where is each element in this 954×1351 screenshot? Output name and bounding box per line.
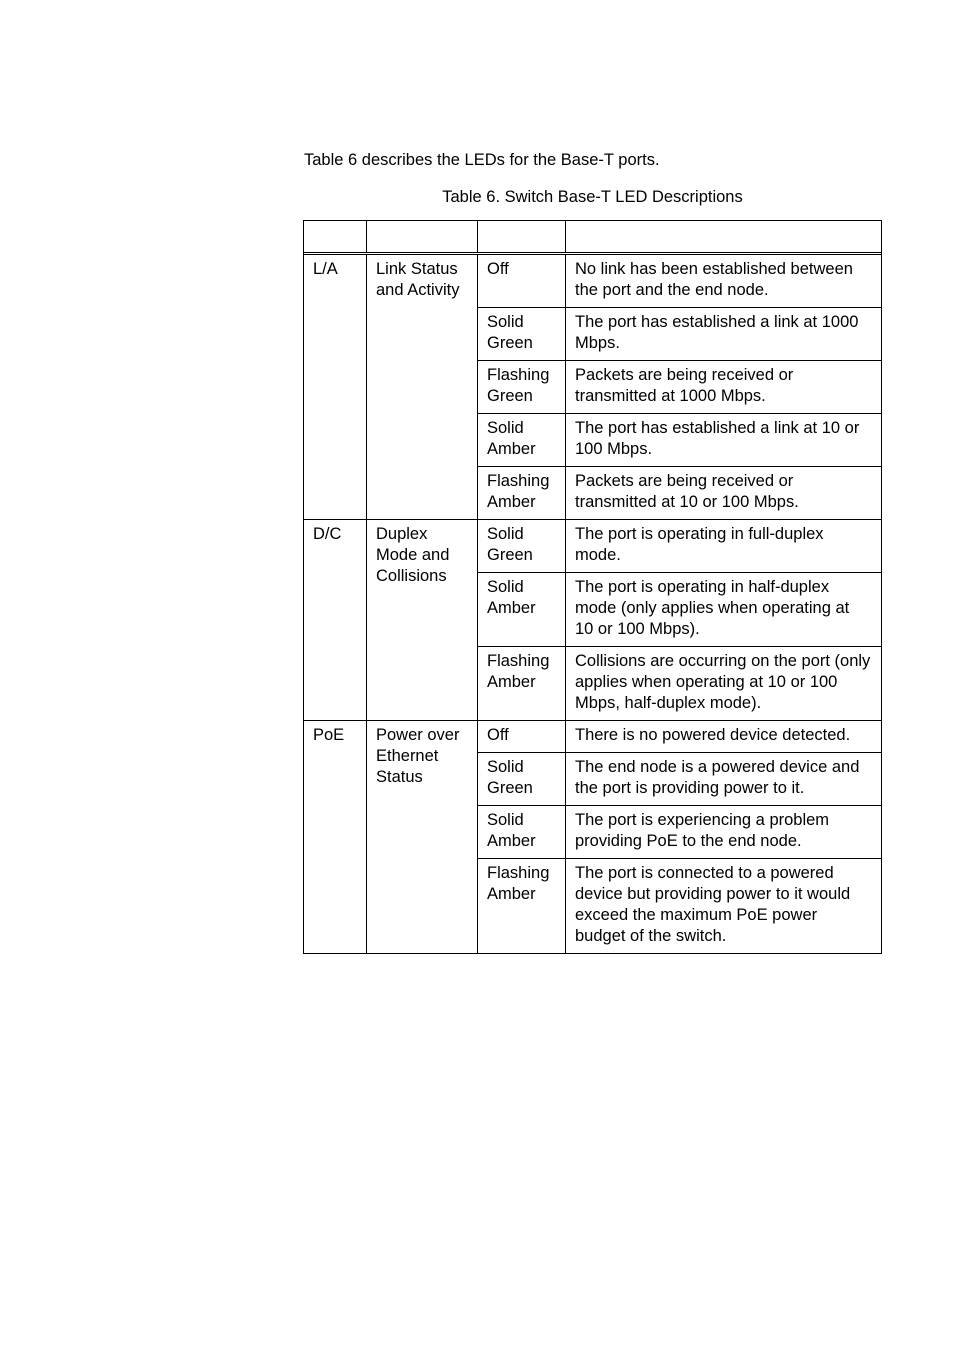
- header-cell-description: [566, 221, 882, 253]
- led-description-cell: Collisions are occurring on the port (only applies when operating at 10 or 100 Mbps, half-duplex mode).: [566, 647, 882, 721]
- led-state-cell: Off: [478, 721, 566, 753]
- table-caption: Table 6. Switch Base-T LED Descriptions: [442, 188, 743, 206]
- led-description-cell: There is no powered device detected.: [566, 721, 882, 753]
- header-cell-name: [367, 221, 478, 253]
- led-name-cell: PoE: [304, 721, 367, 954]
- table-row: [304, 520, 882, 573]
- led-state-cell: Solid Green: [478, 520, 566, 573]
- led-function-cell: Duplex Mode and Collisions: [367, 520, 478, 721]
- table-header: [304, 221, 882, 255]
- table-body: [304, 255, 882, 954]
- led-state-cell: Flashing Amber: [478, 859, 566, 954]
- led-description-cell: The port is connected to a powered device but providing power to it would exceed the maximum PoE power budget of the switch.: [566, 859, 882, 954]
- led-description-table: [303, 220, 882, 954]
- led-state-cell: Solid Amber: [478, 414, 566, 467]
- led-state-cell: Flashing Amber: [478, 647, 566, 721]
- led-description-cell: Packets are being received or transmitted at 1000 Mbps.: [566, 361, 882, 414]
- header-cell-status: [478, 221, 566, 253]
- led-state-cell: Off: [478, 255, 566, 308]
- led-function-cell: Link Status and Activity: [367, 255, 478, 520]
- led-function-cell: Power over Ethernet Status: [367, 721, 478, 954]
- header-cell-led: [304, 221, 367, 253]
- led-description-cell: The port is operating in half-duplex mode (only applies when operating at 10 or 100 Mbps).: [566, 573, 882, 647]
- led-description-cell: The port has established a link at 10 or 100 Mbps.: [566, 414, 882, 467]
- led-state-cell: Flashing Green: [478, 361, 566, 414]
- table-row: [304, 721, 882, 753]
- led-state-cell: Solid Amber: [478, 573, 566, 647]
- led-description-cell: The port is operating in full-duplex mode.: [566, 520, 882, 573]
- led-state-cell: Solid Amber: [478, 806, 566, 859]
- table-row: [304, 255, 882, 308]
- led-description-cell: The port has established a link at 1000 Mbps.: [566, 308, 882, 361]
- led-state-cell: Solid Green: [478, 308, 566, 361]
- led-description-cell: The end node is a powered device and the port is providing power to it.: [566, 753, 882, 806]
- led-state-cell: Flashing Amber: [478, 467, 566, 520]
- led-description-cell: Packets are being received or transmitted at 10 or 100 Mbps.: [566, 467, 882, 520]
- led-description-cell: No link has been established between the port and the end node.: [566, 255, 882, 308]
- led-state-cell: Solid Green: [478, 753, 566, 806]
- led-description-cell: The port is experiencing a problem providing PoE to the end node.: [566, 806, 882, 859]
- intro-paragraph: Table 6 describes the LEDs for the Base-T ports.: [304, 151, 660, 169]
- led-name-cell: D/C: [304, 520, 367, 721]
- led-name-cell: L/A: [304, 255, 367, 520]
